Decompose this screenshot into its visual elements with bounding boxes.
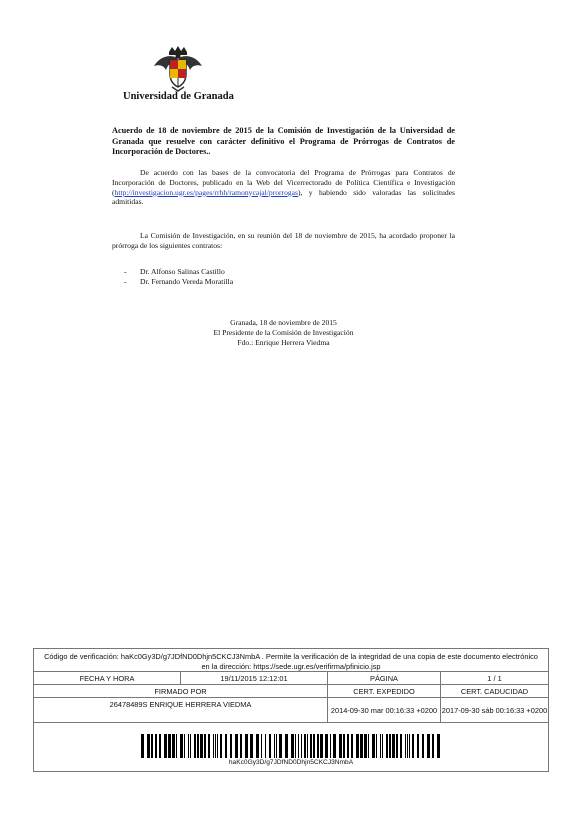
firmante-value: 26478489S ENRIQUE HERRERA VIEDMA — [34, 698, 328, 722]
caducidad-label: CERT. CADUCIDAD — [460, 686, 529, 696]
barcode-text: haKc0Gy3D/g7JDfND0Dhjn5CKCJ3NmbA — [228, 759, 354, 766]
university-name: Universidad de Granada — [123, 91, 234, 102]
expedido-label: CERT. EXPEDIDO — [328, 685, 441, 697]
verification-text: Código de verificación: haKc0Gy3D/g7JDfND0Dhjn5CKCJ3NmbA . Permite la verificación de la integridad de una copia de este documento electrónico en la dirección: https://sede.ugr.es/verifirma/pfinicio.jsp — [34, 649, 548, 672]
pagina-label: PÁGINA — [328, 672, 441, 684]
verification-box — [33, 648, 549, 772]
university-crest-icon — [150, 44, 206, 92]
barcode-icon — [141, 734, 442, 758]
caducidad-value: 2017-09-30 sáb 00:16:33 +0200 — [441, 705, 548, 715]
verification-row-headers — [34, 685, 548, 698]
paragraph-comision: La Comisión de Investigación, en su reunión del 18 de noviembre de 2015, ha acordado proponer la prórroga de los siguientes contratos: — [112, 231, 455, 250]
paragraph-bases — [112, 168, 455, 207]
fecha-value: 19/11/2015 12:12:01 — [181, 672, 328, 684]
expedido-value: 2014-09-30 mar 00:16:33 +0200 — [328, 698, 441, 722]
verification-row-values — [34, 698, 548, 723]
prorrogas-link[interactable]: http://investigacion.ugr.es/pages/rrhh/ramonycajal/prorrogas — [114, 187, 298, 197]
document-title: Acuerdo de 18 de noviembre de 2015 de la Comisión de Investigación de la Universidad de Granada que resuelve con carácter definitivo el Programa de Prórrogas de Contratos de Incorporación de Doctores.. — [112, 126, 455, 156]
pagina-value: 1 / 1 — [487, 673, 502, 683]
fecha-label: FECHA Y HORA — [34, 672, 181, 684]
barcode-area — [34, 722, 548, 771]
signature-role: El Presidente de la Comisión de Investigación — [213, 328, 354, 337]
signature-place-date: Granada, 18 de noviembre de 2015 — [230, 318, 337, 327]
firmado-label: FIRMADO POR — [34, 685, 328, 697]
paragraph-bases-text: De acuerdo con las bases de la convocatoria del Programa de Prórrogas para Contratos de Incorporación de Doctores, publicado en la Web del Vicerrectorado de Política Científica e Investigación ( — [112, 168, 455, 197]
list-item: - Dr. Alfonso Salinas Castillo — [124, 267, 233, 277]
signature-block — [112, 318, 455, 348]
paragraph-bases-tail: ), y habiendo sido valoradas las solicitudes admitidas. — [112, 187, 455, 207]
list-item: - Dr. Fernando Vereda Moratilla — [124, 277, 233, 287]
contract-list — [124, 267, 233, 287]
verification-row-date — [34, 672, 548, 685]
signature-name: Fdo.: Enrique Herrera Viedma — [237, 338, 330, 347]
